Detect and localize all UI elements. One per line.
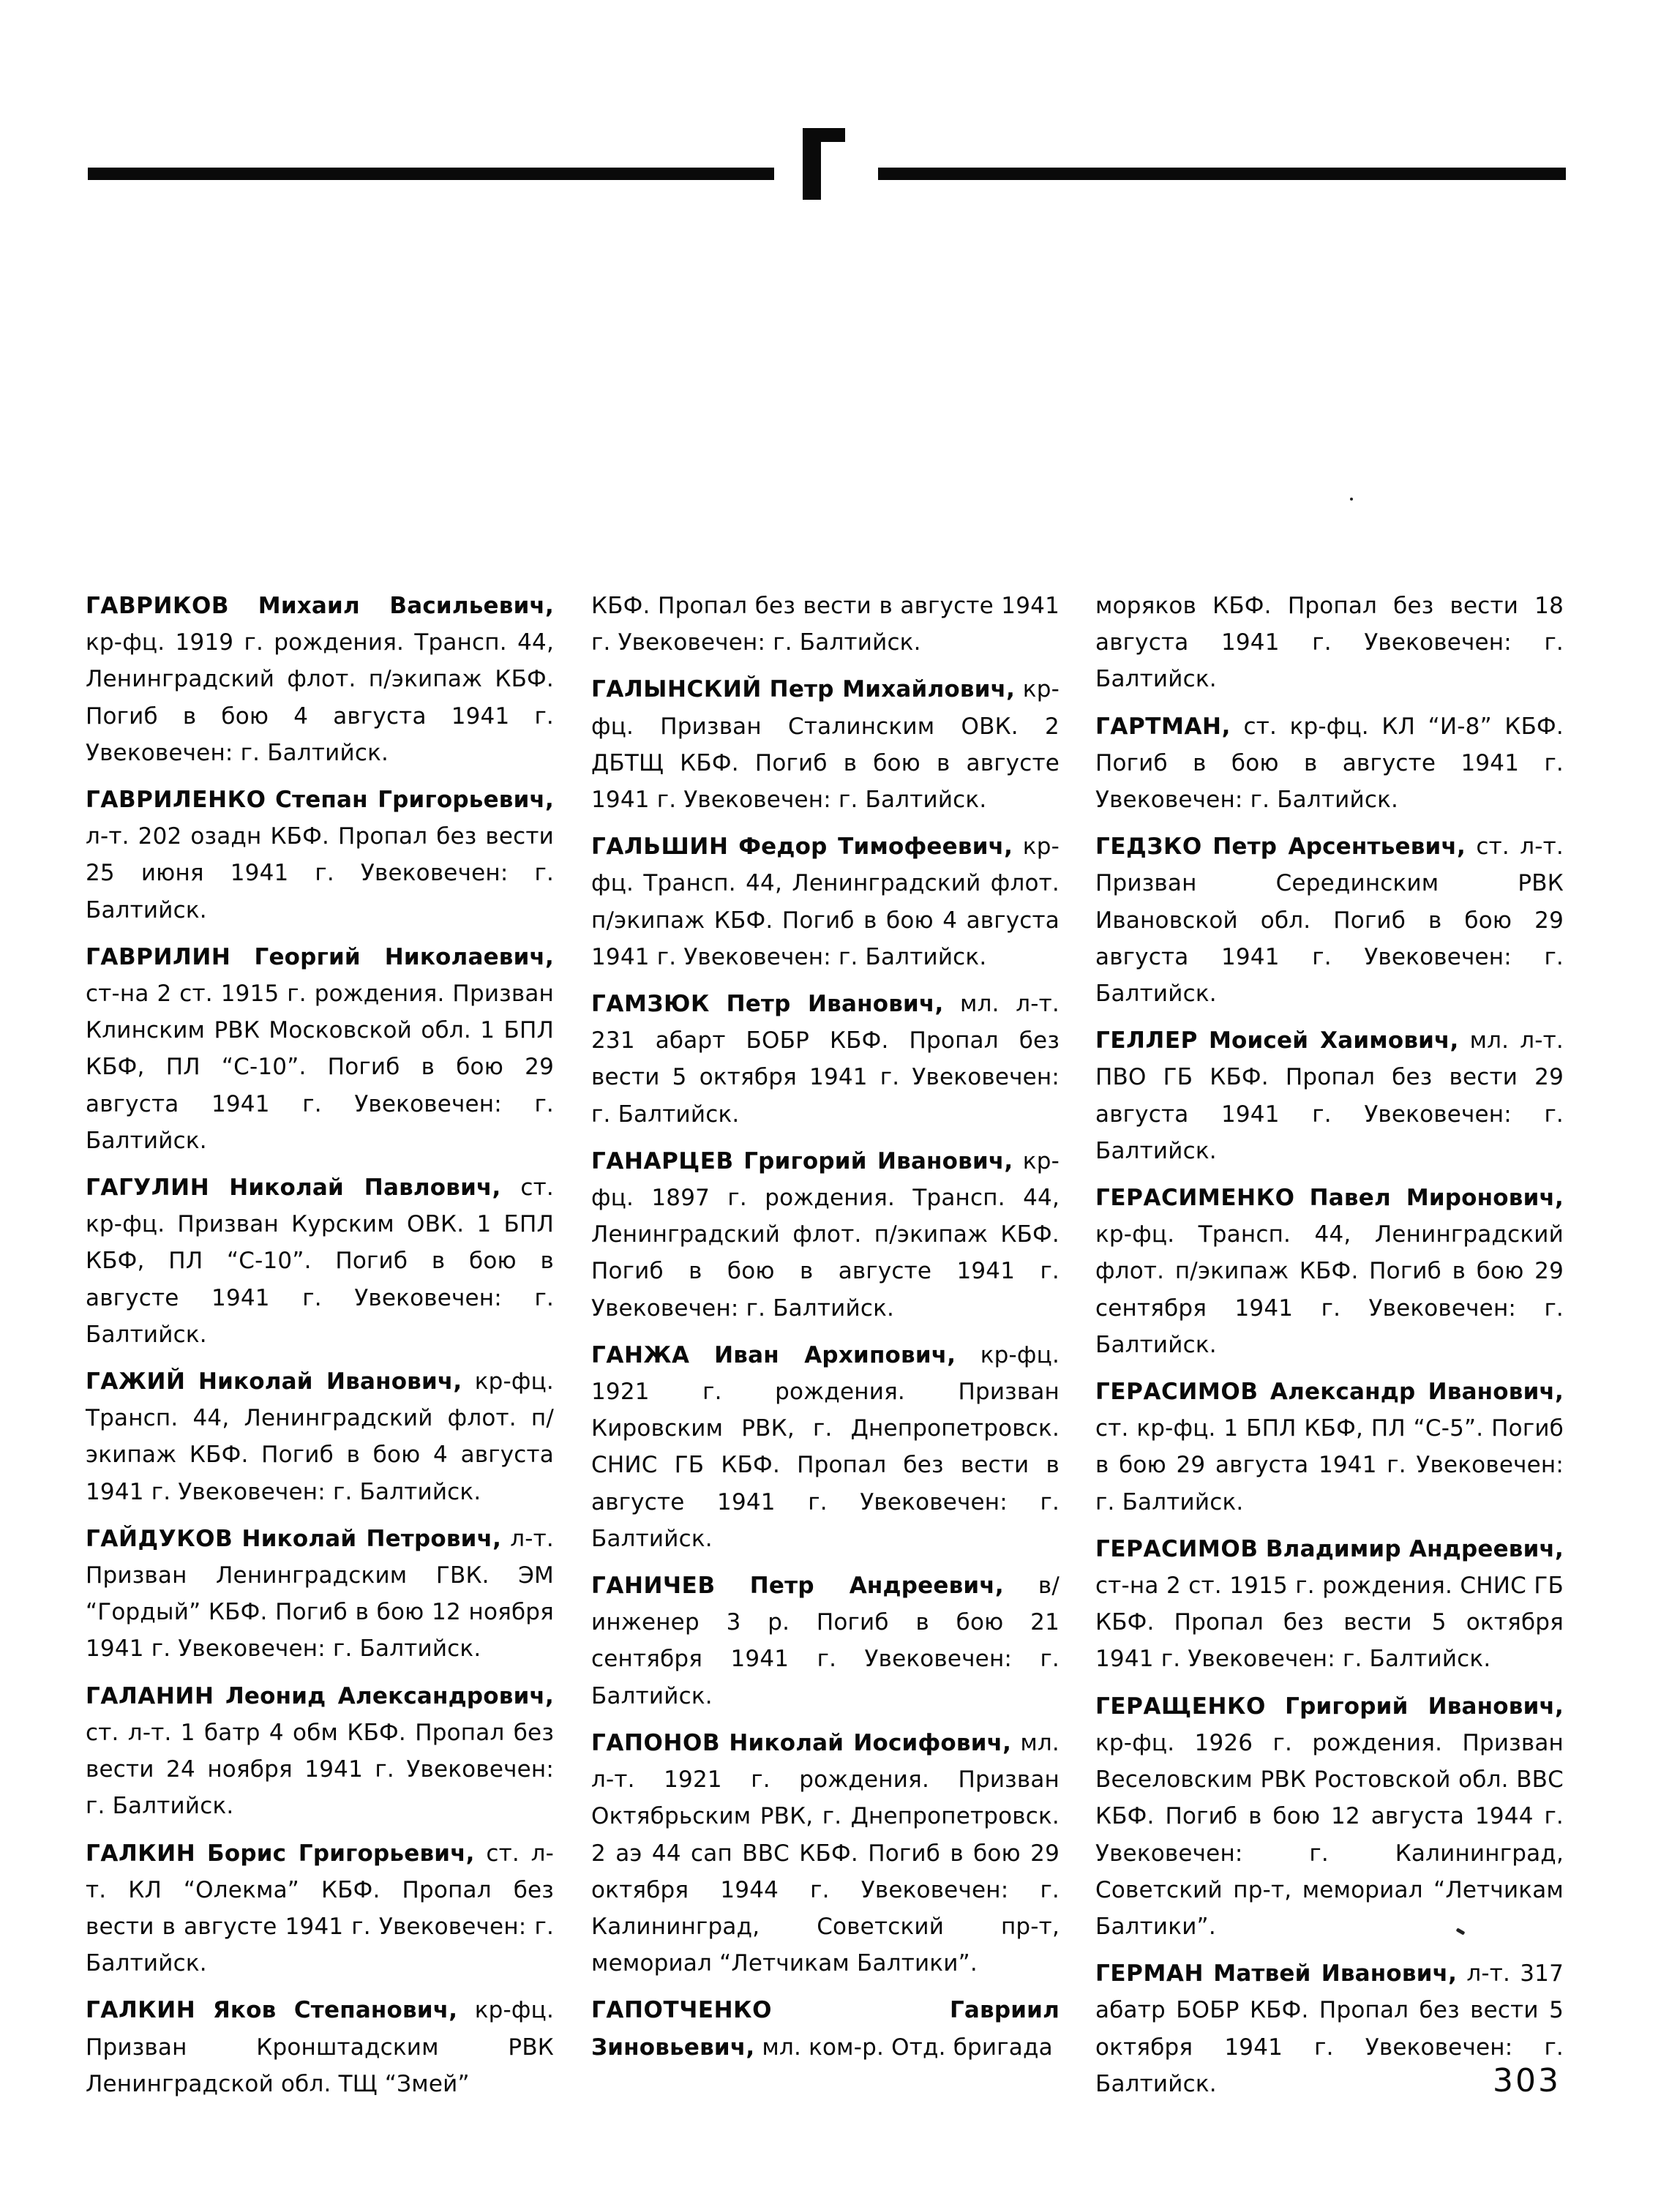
entry-given-name: Петр Андреевич, [749, 1573, 1004, 1600]
entry [86, 1169, 554, 1353]
entry-surname: ГАВРИКОВ [86, 593, 230, 619]
entry-text: кр-фц. Трансп. 44, Ленинградский флот. п/экипаж КБФ. Погиб в бою 29 сентября 1941 г. Увековечен: г. Балтийск. [1095, 1221, 1564, 1358]
entry-surname: ГАЛЫНСКИЙ [591, 676, 762, 703]
letter-stem [803, 128, 821, 200]
entry [591, 828, 1060, 975]
entry-text: л-т. Призван Ленинградским ГВК. ЭМ “Гордый” КБФ. Погиб в бою 12 ноября 1941 г. Увековечен: г. Балтийск. [86, 1525, 554, 1663]
entry-text: ст. л-т. КЛ “Олекма” КБФ. Пропал без вести в августе 1941 г. Увековечен: г. Балтийск. [86, 1840, 554, 1977]
entry-surname: ГАЛКИН [86, 1840, 196, 1867]
entry [1095, 1688, 1564, 1945]
entry-surname: ГЕРАЩЕНКО [1095, 1693, 1266, 1720]
entry [591, 1725, 1060, 1982]
section-letter [803, 128, 845, 200]
entry [1095, 708, 1564, 819]
entry-text: мл. л-т. 231 абарт БОБР КБФ. Пропал без вести 5 октября 1941 г. Увековечен: г. Балтийск. [591, 991, 1060, 1128]
entry [591, 671, 1060, 818]
entry-surname: ГЕДЗКО [1095, 833, 1202, 861]
entry-given-name: Петр Арсентьевич, [1212, 833, 1466, 861]
entry-text: кр-фц. 1921 г. рождения. Призван Кировским РВК, г. Днепропетровск. СНИС ГБ КБФ. Пропал без вести в августе 1941 г. Увековечен: г. Балтийск. [591, 1341, 1060, 1552]
entry-surname: ГАЖИЙ [86, 1368, 186, 1395]
entry-text: кр-фц. Трансп. 44, Ленинградский флот. п/экипаж КБФ. Погиб в бою 4 августа 1941 г. Увековечен: г. Балтийск. [86, 1368, 554, 1505]
entry-surname: ГЕРАСИМОВ [1095, 1379, 1259, 1406]
entry-given-name: Николай Иосифович, [729, 1729, 1012, 1756]
entry-given-name: Петр Михайлович, [769, 676, 1016, 703]
header-rule-left [88, 168, 774, 180]
entry [1095, 1180, 1564, 1363]
column-2 [591, 588, 1060, 2076]
entry [86, 782, 554, 929]
entry-given-name: Гавриил Зиновьевич, [591, 1997, 1060, 2061]
entry-given-name: Леонид Александрович, [225, 1682, 554, 1709]
entry-text: кр-фц. Призван Кронштадским РВК Ленинградской обл. ТЩ “Змей” [86, 1997, 554, 2097]
entry [591, 588, 1060, 661]
entry-text: ст. л-т. 1 батр 4 обм КБФ. Пропал без вести 24 ноября 1941 г. Увековечен: г. Балтийск. [86, 1719, 554, 1820]
entry-given-name: Николай Иванович, [198, 1368, 462, 1395]
entry [86, 1678, 554, 1825]
entry-text: ст. кр-фц. КЛ “И-8” КБФ. Погиб в бою в августе 1941 г. Увековечен: г. Балтийск. [1095, 713, 1564, 814]
entry [86, 939, 554, 1159]
entry-given-name: Степан Григорьевич, [275, 787, 554, 814]
entries-body [86, 588, 1564, 2110]
entry [86, 588, 554, 771]
column-1 [86, 588, 554, 2113]
entry-text: кр-фц. 1926 г. рождения. Призван Веселовским РВК Ростовской обл. ВВС КБФ. Погиб в бою 12 августа 1944 г. Увековечен: г. Калининград, Советский пр-т, мемориал “Летчикам Балтики”. [1095, 1729, 1564, 1940]
entry [86, 1363, 554, 1510]
entry-text: ст-на 2 ст. 1915 г. рождения. СНИС ГБ КБФ. Пропал без вести 5 октября 1941 г. Увековечен: г. Балтийск. [1095, 1573, 1564, 1673]
entry-text: кр-фц. Призван Сталинским ОВК. 2 ДБТЩ КБФ. Погиб в бою в августе 1941 г. Увековечен: г. Балтийск. [591, 676, 1060, 814]
entry-surname: ГАНЖА [591, 1341, 690, 1368]
entry-given-name: Георгий Николаевич, [254, 943, 554, 970]
entry-text: ст. кр-фц. Призван Курским ОВК. 1 БПЛ КБФ, ПЛ “С-10”. Погиб в бою в августе 1941 г. Увековечен: г. Балтийск. [86, 1174, 554, 1348]
entry-given-name: Матвей Иванович, [1213, 1960, 1458, 1987]
header-rule-right [878, 168, 1566, 180]
entry-surname: ГЕЛЛЕР [1095, 1027, 1198, 1054]
entry-text: кр-фц. Трансп. 44, Ленинградский флот. п/экипаж КБФ. Погиб в бою 4 августа 1941 г. Увековечен: г. Балтийск. [591, 833, 1060, 970]
entry-given-name: Моисей Хаимович, [1208, 1027, 1459, 1054]
entry-surname: ГАМЗЮК [591, 991, 710, 1018]
entry-given-name: Борис Григорьевич, [207, 1840, 475, 1867]
entry [1095, 828, 1564, 1012]
entry [591, 1992, 1060, 2065]
entry-text: ст. л-т. Призван Серединским РВК Ивановской обл. Погиб в бою 29 августа 1941 г. Увековечен: г. Балтийск. [1095, 833, 1564, 1008]
entry [1095, 1022, 1564, 1169]
entry [1095, 588, 1564, 698]
entry-given-name: Петр Иванович, [726, 991, 944, 1018]
entry-text: ст. кр-фц. 1 БПЛ КБФ, ПЛ “С-5”. Погиб в бою 29 августа 1941 г. Увековечен: г. Балтийск. [1095, 1415, 1564, 1515]
entry-surname: ГАВРИЛЕНКО [86, 787, 266, 814]
entry-given-name: Федор Тимофеевич, [738, 833, 1013, 861]
entry-surname: ГАГУЛИН [86, 1174, 210, 1202]
page-number: 303 [1493, 2062, 1561, 2099]
entry-surname: ГАПОТЧЕНКО [591, 1997, 773, 2024]
entry [591, 1143, 1060, 1327]
section-header [0, 0, 1680, 234]
entry [1095, 1531, 1564, 1678]
entry-text: мл. л-т. ПВО ГБ КБФ. Пропал без вести 29 августа 1941 г. Увековечен: г. Балтийск. [1095, 1027, 1564, 1164]
entry-given-name: Александр Иванович, [1270, 1379, 1564, 1406]
entry-surname: ГЕРАСИМЕНКО [1095, 1185, 1295, 1212]
entry-surname: ГАЙДУКОВ [86, 1525, 233, 1552]
entry [591, 986, 1060, 1133]
entry [86, 1992, 554, 2102]
entry [86, 1835, 554, 1982]
entry-given-name: Николай Павлович, [229, 1174, 501, 1202]
entry-surname: ГАЛКИН [86, 1997, 196, 2024]
entry-text: мл. л-т. 1921 г. рождения. Призван Октябрьским РВК, г. Днепропетровск. 2 аэ 44 сап ВВС КБФ. Погиб в бою 29 октября 1944 г. Увековечен: г. Калининград, Советский пр-т, мемориал “Летчикам Балтики”. [591, 1729, 1060, 1977]
entry-surname: ГАРТМАН, [1095, 713, 1231, 740]
entry-surname: ГАНИЧЕВ [591, 1573, 716, 1600]
entry-surname: ГАЛАНИН [86, 1682, 214, 1709]
entry-text: л-т. 317 абатр БОБР КБФ. Пропал без вести 5 октября 1941 г. Увековечен: г. Балтийск. [1095, 1960, 1564, 2097]
entry-given-name: Павел Миронович, [1309, 1185, 1564, 1212]
entry [86, 1521, 554, 1668]
entry-given-name: Яков Степанович, [212, 1997, 458, 2024]
entry-given-name: Владимир Андреевич, [1265, 1535, 1564, 1562]
entry-given-name: Иван Архипович, [714, 1341, 956, 1368]
entry-surname: ГАНАРЦЕВ [591, 1147, 734, 1174]
entry [591, 1567, 1060, 1715]
entry-surname: ГАПОНОВ [591, 1729, 721, 1756]
entry-text: кр-фц. 1897 г. рождения. Трансп. 44, Ленинградский флот. п/экипаж КБФ. Погиб в бою в августе 1941 г. Увековечен: г. Балтийск. [591, 1147, 1060, 1322]
entry [591, 1337, 1060, 1557]
entry-surname: ГЕРАСИМОВ [1095, 1535, 1259, 1562]
entry-surname: ГАЛЬШИН [591, 833, 729, 861]
entry-text: КБФ. Пропал без вести в августе 1941 г. Увековечен: г. Балтийск. [591, 593, 1060, 656]
entry-text: моряков КБФ. Пропал без вести 18 августа 1941 г. Увековечен: г. Балтийск. [1095, 593, 1564, 693]
entry-given-name: Николай Петрович, [241, 1525, 502, 1552]
entry-text: ст-на 2 ст. 1915 г. рождения. Призван Клинским РВК Московской обл. 1 БПЛ КБФ, ПЛ “С-10”. Погиб в бою 29 августа 1941 г. Увековечен: г. Балтийск. [86, 981, 554, 1154]
entry-given-name: Григорий Иванович, [1285, 1693, 1564, 1720]
entry-text: л-т. 202 озадн КБФ. Пропал без вести 25 июня 1941 г. Увековечен: г. Балтийск. [86, 823, 554, 923]
entry-given-name: Михаил Васильевич, [258, 593, 554, 619]
entry-text: в/инженер 3 р. Погиб в бою 21 сентября 1941 г. Увековечен: г. Балтийск. [591, 1573, 1060, 1709]
entry-surname: ГЕРМАН [1095, 1960, 1204, 1987]
entry-text: мл. ком-р. Отд. бригада [754, 2034, 1053, 2061]
entry-text: кр-фц. 1919 г. рождения. Трансп. 44, Ленинградский флот. п/экипаж КБФ. Погиб в бою 4 августа 1941 г. Увековечен: г. Балтийск. [86, 629, 554, 766]
entry-surname: ГАВРИЛИН [86, 943, 231, 970]
print-speck [1350, 498, 1353, 501]
entry-given-name: Григорий Иванович, [743, 1147, 1013, 1174]
column-3 [1095, 588, 1564, 2113]
entry [1095, 1374, 1564, 1521]
